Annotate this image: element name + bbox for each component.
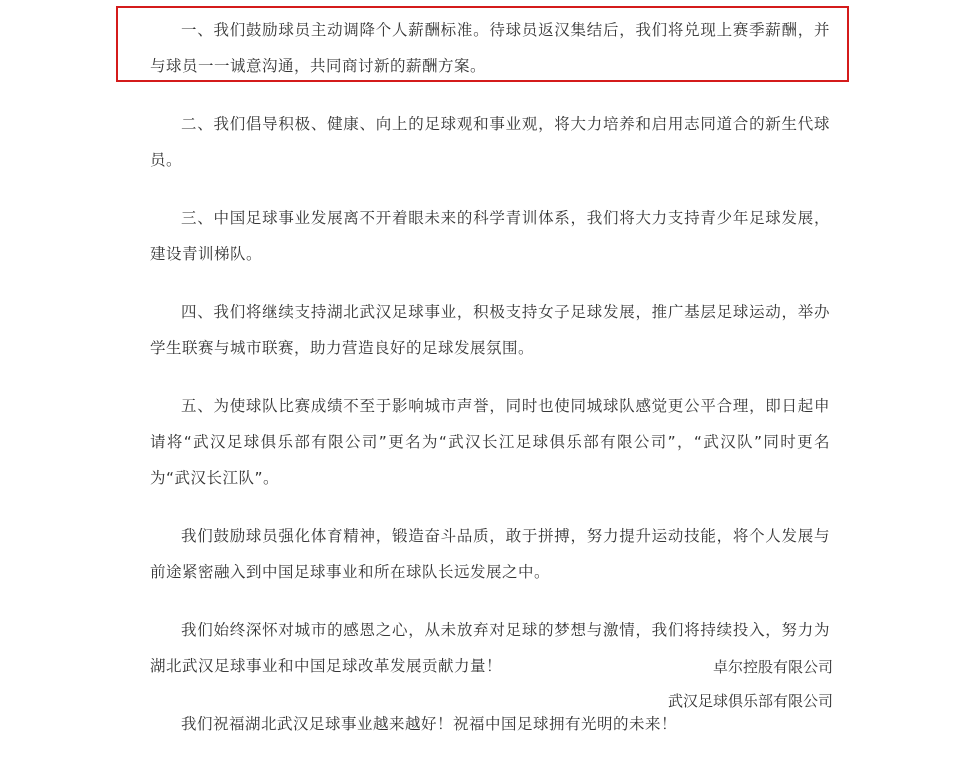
signature-company-1: 卓尔控股有限公司 [712, 658, 833, 676]
paragraph-8: 我们祝福湖北武汉足球事业越来越好！祝福中国足球拥有光明的未来！ [181, 715, 678, 733]
signature-block [668, 650, 833, 718]
paragraph-4: 四、我们将继续支持湖北武汉足球事业，积极支持女子足球发展，推广基层足球运动，举办学生联赛与城市联赛，助力营造良好的足球发展氛围。 [150, 303, 830, 357]
paragraph-7: 我们始终深怀对城市的感恩之心，从未放弃对足球的梦想与激情，我们将持续投入，努力为湖北武汉足球事业和中国足球改革发展贡献力量！ [150, 621, 830, 675]
paragraph-3: 三、中国足球事业发展离不开着眼未来的科学青训体系，我们将大力支持青少年足球发展，建设青训梯队。 [150, 209, 830, 263]
paragraph-2: 二、我们倡导积极、健康、向上的足球观和事业观，将大力培养和启用志同道合的新生代球员。 [150, 115, 830, 169]
paragraph-6: 我们鼓励球员强化体育精神，锻造奋斗品质，敢于拼搏，努力提升运动技能，将个人发展与前途紧密融入到中国足球事业和所在球队长远发展之中。 [150, 527, 830, 581]
paragraph-5: 五、为使球队比赛成绩不至于影响城市声誉，同时也使同城球队感觉更公平合理，即日起申请将“武汉足球俱乐部有限公司”更名为“武汉长江足球俱乐部有限公司”，“武汉队”同时更名为“武汉长江队”。 [150, 397, 830, 487]
signature-company-2: 武汉足球俱乐部有限公司 [667, 692, 833, 710]
paragraph-1: 一、我们鼓励球员主动调降个人薪酬标准。待球员返汉集结后，我们将兑现上赛季薪酬，并与球员一一诚意沟通，共同商讨新的薪酬方案。 [150, 21, 830, 75]
